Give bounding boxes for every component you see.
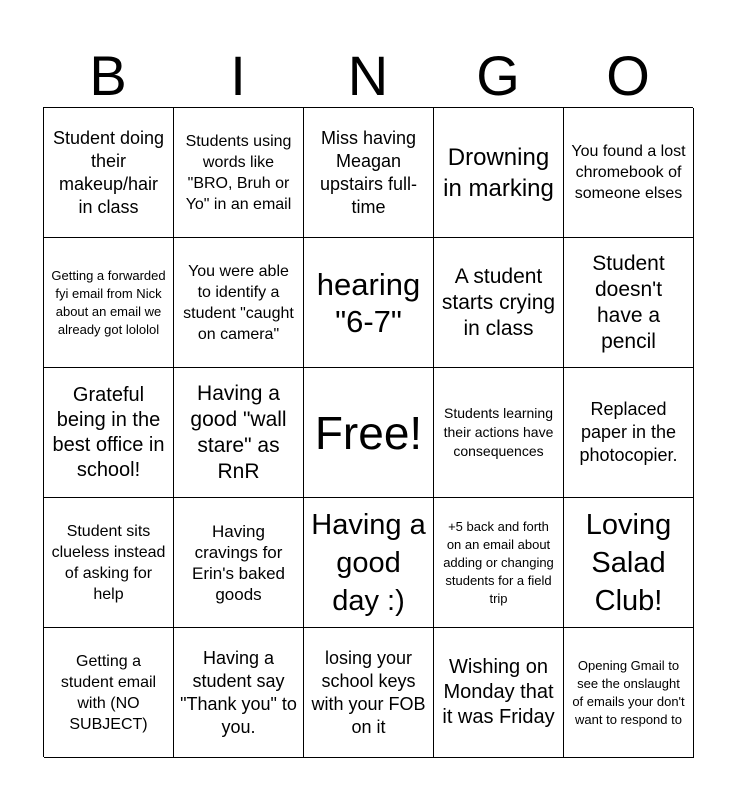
bingo-cell-r3-c1[interactable] [44,368,174,498]
bingo-cell-r5-c3[interactable] [304,628,434,758]
bingo-cell-text: Opening Gmail to see the onslaught of emails your don't want to respond to [572,657,685,727]
bingo-cell-r2-c5[interactable] [564,238,694,368]
bingo-cell-text: Miss having Meagan upstairs full-time [319,127,418,217]
bingo-cell-text: hearing "6-7" [316,266,421,339]
bingo-cell-r3-c5[interactable] [564,368,694,498]
bingo-cell-r1-c1[interactable] [44,108,174,238]
bingo-cell-r4-c2[interactable] [174,498,304,628]
bingo-cell-r2-c3[interactable] [304,238,434,368]
bingo-cell-text: Having a good "wall stare" as RnR [190,381,287,483]
header-letter-i: I [230,44,246,107]
bingo-card-grid [43,107,693,757]
bingo-cell-r2-c4[interactable] [434,238,564,368]
header-letter-b: B [89,44,127,107]
bingo-cell-r1-c3[interactable] [304,108,434,238]
bingo-cell-r1-c5[interactable] [564,108,694,238]
bingo-cell-r2-c1[interactable] [44,238,174,368]
bingo-cell-text: +5 back and forth on an email about adding or changing students for a field trip [443,518,554,606]
bingo-cell-r4-c1[interactable] [44,498,174,628]
bingo-cell-text: Loving Salad Club! [585,508,672,617]
bingo-cell-r3-c4[interactable] [434,368,564,498]
bingo-cell-text: Free! [314,406,423,459]
bingo-cell-text: losing your school keys with your FOB on it [311,647,426,737]
bingo-cell-text: Having cravings for Erin's baked goods [191,521,286,604]
bingo-cell-text: Students learning their actions have consequences [443,405,554,459]
header-letter-o: O [606,44,650,107]
bingo-cell-text: Students using words like "BRO, Bruh or Yo" in an email [185,132,292,213]
bingo-cell-text: A student starts crying in class [441,264,556,340]
bingo-cell-text: Getting a forwarded fyi email from Nick about an email we already got lololol [51,267,166,337]
header-letter-n: N [347,44,389,107]
bingo-cell-text: You found a lost chromebook of someone elses [571,143,686,202]
bingo-cell-text: Student doing their makeup/hair in class [52,127,165,217]
bingo-cell-r5-c5[interactable] [564,628,694,758]
bingo-cell-r4-c5[interactable] [564,498,694,628]
bingo-cell-text: You were able to identify a student "caught on camera" [183,262,294,343]
bingo-cell-r1-c2[interactable] [174,108,304,238]
bingo-cell-r5-c4[interactable] [434,628,564,758]
bingo-cell-r1-c4[interactable] [434,108,564,238]
bingo-cell-text: Wishing on Monday that it was Friday [442,656,555,728]
bingo-cell-text: Having a student say "Thank you" to you. [180,647,297,737]
bingo-cell-r4-c3[interactable] [304,498,434,628]
bingo-cell-text: Grateful being in the best office in school! [52,383,165,481]
bingo-cell-r4-c4[interactable] [434,498,564,628]
bingo-cell-r3-c3[interactable] [304,368,434,498]
bingo-cell-text: Having a good day :) [311,508,426,617]
bingo-cell-r5-c2[interactable] [174,628,304,758]
bingo-header [43,45,693,107]
bingo-cell-text: Student sits clueless instead of asking for help [51,522,166,603]
bingo-cell-text: Drowning in marking [443,143,554,202]
bingo-cell-r3-c2[interactable] [174,368,304,498]
bingo-cell-text: Replaced paper in the photocopier. [579,399,678,465]
bingo-cell-r5-c1[interactable] [44,628,174,758]
header-letter-g: G [476,44,520,107]
bingo-cell-r2-c2[interactable] [174,238,304,368]
bingo-cell-text: Student doesn't have a pencil [592,251,665,353]
bingo-cell-text: Getting a student email with (NO SUBJECT) [60,652,157,733]
